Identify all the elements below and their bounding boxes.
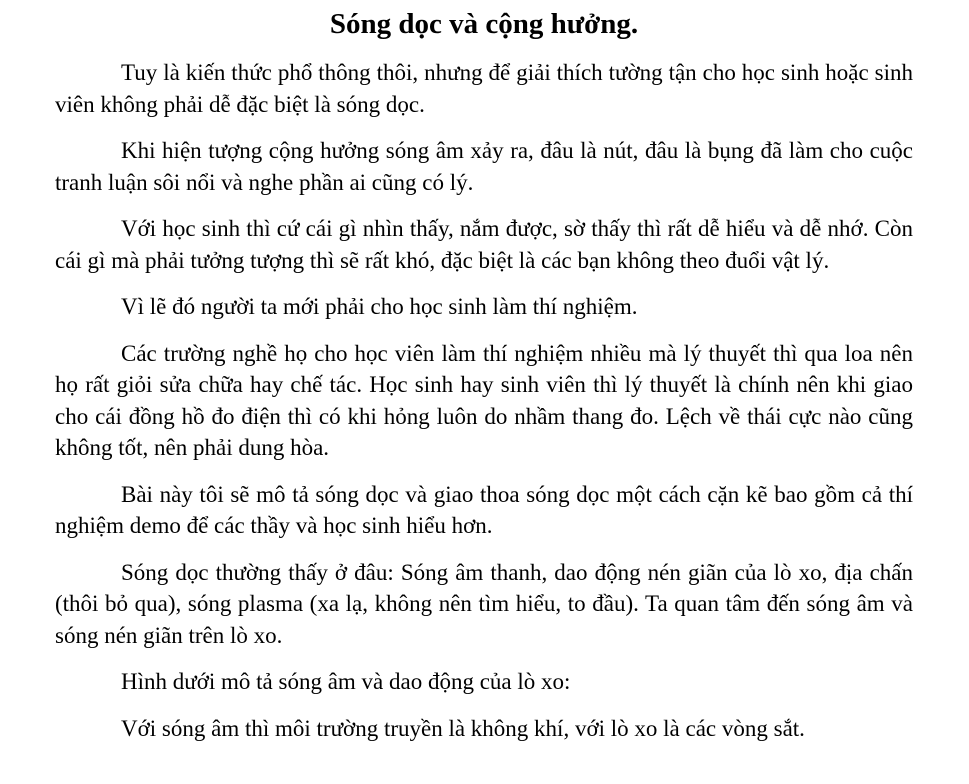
paragraph: Tuy là kiến thức phổ thông thôi, nhưng để giải thích tường tận cho học sinh hoặc sinh viên không phải dễ đặc biệt là sóng dọc. [55,60,913,117]
paragraph: Các trường nghề họ cho học viên làm thí nghiệm nhiều mà lý thuyết thì qua loa nên họ rất giỏi sửa chữa hay chế tác. Học sinh hay sinh viên thì lý thuyết là chính nên khi giao cho cái đồng hồ đo điện thì có khi hỏng luôn do nhầm thang đo. Lệch về thái cực nào cũng không tốt, nên phải dung hòa. [55,340,913,460]
paragraph: Vì lẽ đó người ta mới phải cho học sinh làm thí nghiệm. [121,294,638,319]
paragraph: Với học sinh thì cứ cái gì nhìn thấy, nắm được, sờ thấy thì rất dễ hiểu và dễ nhớ. Còn cái gì mà phải tưởng tượng thì sẽ rất khó, đặc biệt là các bạn không theo đuổi vật lý. [55,216,913,273]
paragraph: Bài này tôi sẽ mô tả sóng dọc và giao thoa sóng dọc một cách cặn kẽ bao gồm cả thí nghiệm demo để các thầy và học sinh hiểu hơn. [55,481,913,538]
document-page [55,0,913,744]
paragraph: Sóng dọc thường thấy ở đâu: Sóng âm thanh, dao động nén giãn của lò xo, địa chấn (thôi bỏ qua), sóng plasma (xa lạ, không nên tìm hiểu, to đầu). Ta quan tâm đến sóng âm và sóng nén giãn trên lò xo. [55,559,913,648]
document-title: Sóng dọc và cộng hưởng. [329,8,639,40]
paragraph: Với sóng âm thì môi trường truyền là không khí, với lò xo là các vòng sắt. [121,715,805,741]
paragraph [55,135,913,198]
paragraph-text: Khi hiện tượng cộng hưởng sóng âm xảy ra, đâu là nút, đâu là bụng đã làm cho cuộc tranh luận sôi nổi và nghe phần ai cũng có lý. [55,138,913,195]
paragraph: Hình dưới mô tả sóng âm và dao động của lò xo: [121,669,571,694]
